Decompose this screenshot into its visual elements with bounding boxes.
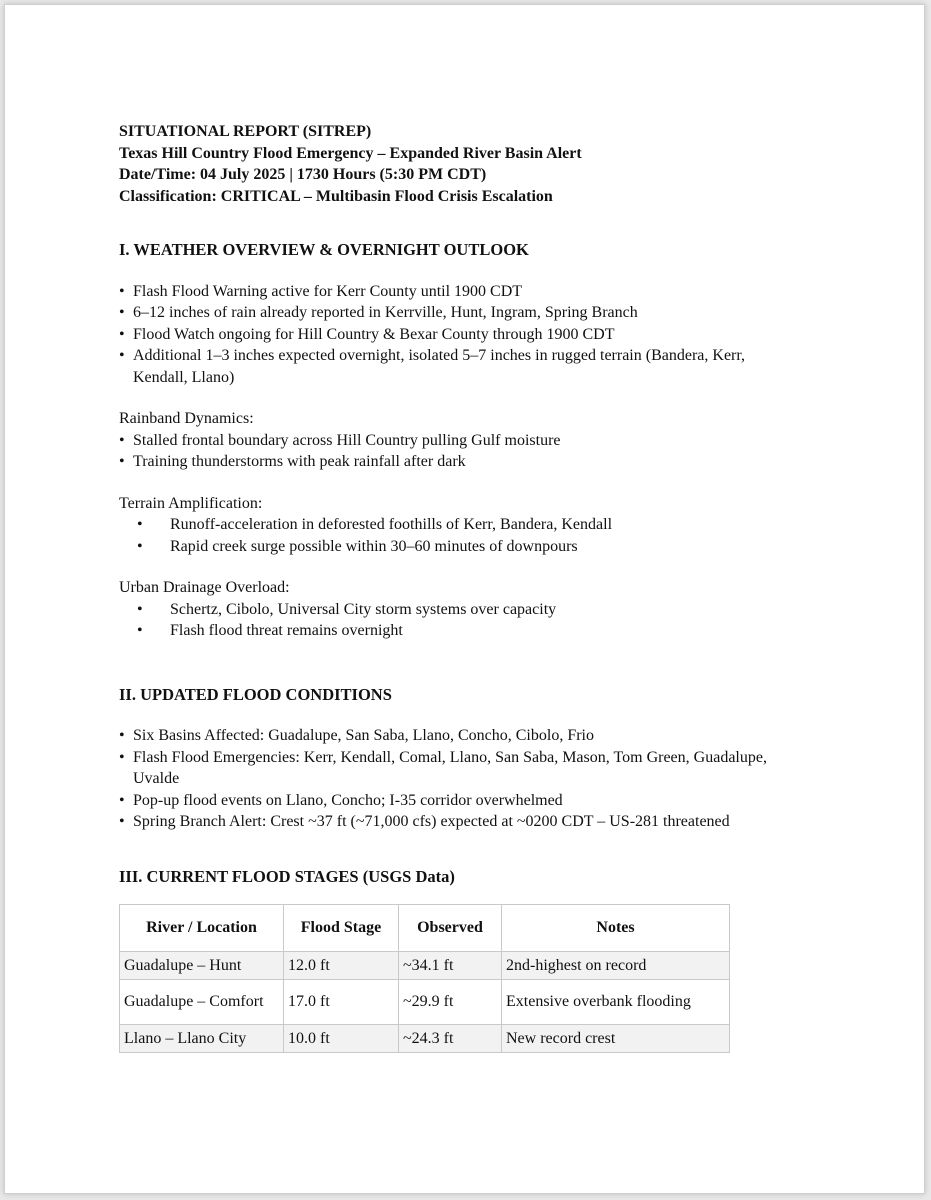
cell-flood-stage: 17.0 ft (284, 980, 399, 1025)
weather-bullet-list (119, 281, 839, 389)
cell-observed: ~24.3 ft (399, 1025, 502, 1053)
table-row (120, 980, 730, 1025)
cell-flood-stage: 10.0 ft (284, 1025, 399, 1053)
table-row (120, 1025, 730, 1053)
column-header-location: River / Location (120, 905, 284, 952)
list-item: • Stalled frontal boundary across Hill Country pulling Gulf moisture (119, 430, 839, 452)
list-item: • Pop-up flood events on Llano, Concho; I-35 corridor overwhelmed (119, 790, 839, 812)
section-heading-weather: I. WEATHER OVERVIEW & OVERNIGHT OUTLOOK (119, 240, 529, 259)
list-item: • Flash Flood Warning active for Kerr County until 1900 CDT (119, 281, 839, 303)
list-item: • 6–12 inches of rain already reported in Kerrville, Hunt, Ingram, Spring Branch (119, 302, 839, 324)
urban-bullet-list (119, 599, 839, 642)
list-item: • Flash flood threat remains overnight (119, 620, 839, 642)
report-header (119, 121, 839, 207)
conditions-bullet-list (119, 725, 839, 833)
report-datetime: Date/Time: 04 July 2025 | 1730 Hours (5:30 PM CDT) (119, 166, 487, 183)
list-item: • Six Basins Affected: Guadalupe, San Saba, Llano, Concho, Cibolo, Frio (119, 725, 839, 747)
list-item: • Flash Flood Emergencies: Kerr, Kendall, Comal, Llano, San Saba, Mason, Tom Green, Guadalupe, Uvalde (119, 747, 793, 790)
table-header-row (120, 905, 730, 952)
cell-location: Guadalupe – Hunt (120, 952, 284, 980)
urban-label: Urban Drainage Overload: (119, 579, 290, 596)
section-heading-stages: III. CURRENT FLOOD STAGES (USGS Data) (119, 866, 455, 886)
list-item: • Schertz, Cibolo, Universal City storm systems over capacity (119, 599, 839, 621)
cell-observed: ~29.9 ft (399, 980, 502, 1025)
list-item: • Additional 1–3 inches expected overnight, isolated 5–7 inches in rugged terrain (Bandera, Kerr, Kendall, Llano) (119, 345, 793, 388)
cell-location: Llano – Llano City (120, 1025, 284, 1053)
column-header-flood-stage: Flood Stage (284, 905, 399, 952)
list-item: • Flood Watch ongoing for Hill Country & Bexar County through 1900 CDT (119, 324, 839, 346)
rainband-label: Rainband Dynamics: (119, 410, 254, 427)
report-title: SITUATIONAL REPORT (SITREP) (119, 123, 372, 140)
cell-notes: 2nd-highest on record (502, 952, 730, 980)
section-heading-conditions: II. UPDATED FLOOD CONDITIONS (119, 684, 392, 704)
cell-observed: ~34.1 ft (399, 952, 502, 980)
report-subtitle: Texas Hill Country Flood Emergency – Expanded River Basin Alert (119, 144, 582, 162)
list-item: • Runoff-acceleration in deforested foothills of Kerr, Bandera, Kendall (119, 514, 839, 536)
terrain-label: Terrain Amplification: (119, 494, 263, 512)
terrain-bullet-list (119, 514, 839, 557)
document-content (119, 121, 839, 1053)
list-item: • Spring Branch Alert: Crest ~37 ft (~71,000 cfs) expected at ~0200 CDT – US-281 threatened (119, 811, 839, 833)
document-page (4, 4, 925, 1194)
cell-notes: New record crest (502, 1025, 730, 1053)
list-item: • Rapid creek surge possible within 30–60 minutes of downpours (119, 536, 839, 558)
cell-location: Guadalupe – Comfort (120, 980, 284, 1025)
cell-flood-stage: 12.0 ft (284, 952, 399, 980)
list-item: • Training thunderstorms with peak rainfall after dark (119, 451, 839, 473)
flood-stages-table (119, 904, 730, 1053)
column-header-observed: Observed (399, 905, 502, 952)
cell-notes: Extensive overbank flooding (502, 980, 730, 1025)
rainband-bullet-list (119, 430, 839, 473)
table-row (120, 952, 730, 980)
report-classification: Classification: CRITICAL – Multibasin Flood Crisis Escalation (119, 187, 553, 205)
column-header-notes: Notes (502, 905, 730, 952)
